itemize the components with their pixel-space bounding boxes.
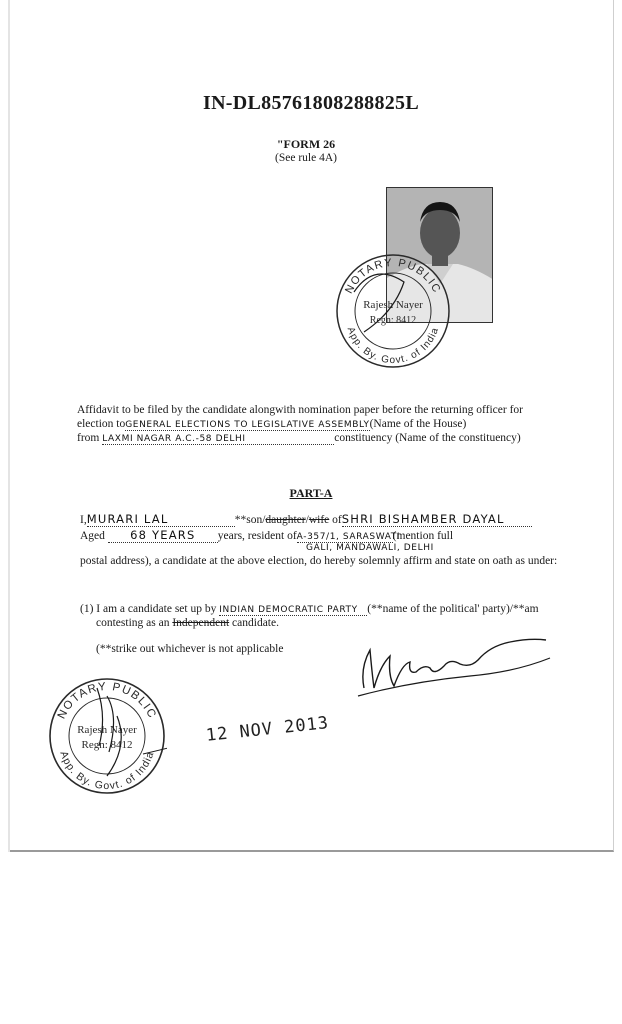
part-a-heading: PART-A	[289, 486, 333, 500]
independent-struck: Independent	[172, 617, 230, 629]
affidavit-line-2: election toGENERAL ELECTIONS TO LEGISLATIVE ASSEMBLY(Name of the House)	[77, 418, 467, 430]
notary-stamp-bottom	[47, 676, 167, 796]
strike-out-note: (**strike out whichever is not applicable	[96, 643, 284, 655]
stamp-regn: Regn: 8412	[369, 315, 417, 326]
svg-text:App. By. Govt. of India	[345, 326, 442, 366]
clause-1-line-2: contesting as an Independent candidate.	[96, 617, 279, 629]
clause-1-line-1: (1) I am a candidate set up by INDIAN DEMOCRATIC PARTY (**name of the political' party)/**am	[80, 603, 539, 615]
election-name-field: GENERAL ELECTIONS TO LEGISLATIVE ASSEMBLY	[125, 420, 370, 430]
document-id: IN-DL85761808288825L	[202, 92, 419, 114]
address-field-2: GALI, MANDAWALI, DELHI	[306, 543, 434, 553]
date-stamp: 12 NOV 2013	[205, 713, 331, 746]
candidate-name-field: MURARI LAL	[87, 512, 235, 527]
stamp-top-text: NOTARY PUBLIC	[343, 256, 443, 296]
part-a-line-2: Aged 68 YEARS years, resident ofA-357/1, SARASWATI(mention full	[80, 528, 454, 542]
age-field: 68 YEARS	[108, 528, 218, 543]
constituency-field: LAXMI NAGAR A.C.-58 DELHI	[102, 434, 334, 445]
candidate-signature	[350, 628, 555, 700]
party-name-field: INDIAN DEMOCRATIC PARTY	[219, 605, 367, 616]
stamp-bottom-top-text: NOTARY PUBLIC	[55, 680, 159, 721]
notary-stamp-top	[334, 252, 452, 370]
stamp-bottom-regn: Regn: 8412	[81, 739, 133, 751]
affidavit-line-1: Affidavit to be filed by the candidate alongwith nomination paper before the returning officer for	[77, 404, 524, 416]
form-title: "FORM 26	[276, 137, 336, 151]
part-a-line-1: I,MURARI LAL **son/daughter/wife ofSHRI BISHAMBER DAYAL	[80, 512, 532, 527]
page-edge	[8, 0, 10, 852]
address-field-1: A-357/1, SARASWATI	[296, 532, 401, 542]
father-name-field: SHRI BISHAMBER DAYAL	[342, 512, 532, 527]
form-rule: (See rule 4A)	[275, 152, 337, 164]
stamp-bottom-bottom-text: App. By. Govt. of India	[57, 749, 157, 793]
svg-text:NOTARY PUBLIC	[56, 681, 159, 721]
stamp-bottom-text: App. By. Govt. of India	[344, 325, 442, 367]
stamp-name: Rajesh Nayer	[363, 299, 423, 311]
svg-text:App. By. Govt. of India	[57, 750, 156, 792]
affidavit-line-3: from LAXMI NAGAR A.C.-58 DELHI constituency (Name of the constituency)	[77, 432, 521, 444]
stamp-bottom-name: Rajesh Nayer	[77, 724, 137, 736]
postal-address-line: postal address), a candidate at the above election, do hereby solemnly affirm and state on oath as under:	[80, 555, 558, 567]
